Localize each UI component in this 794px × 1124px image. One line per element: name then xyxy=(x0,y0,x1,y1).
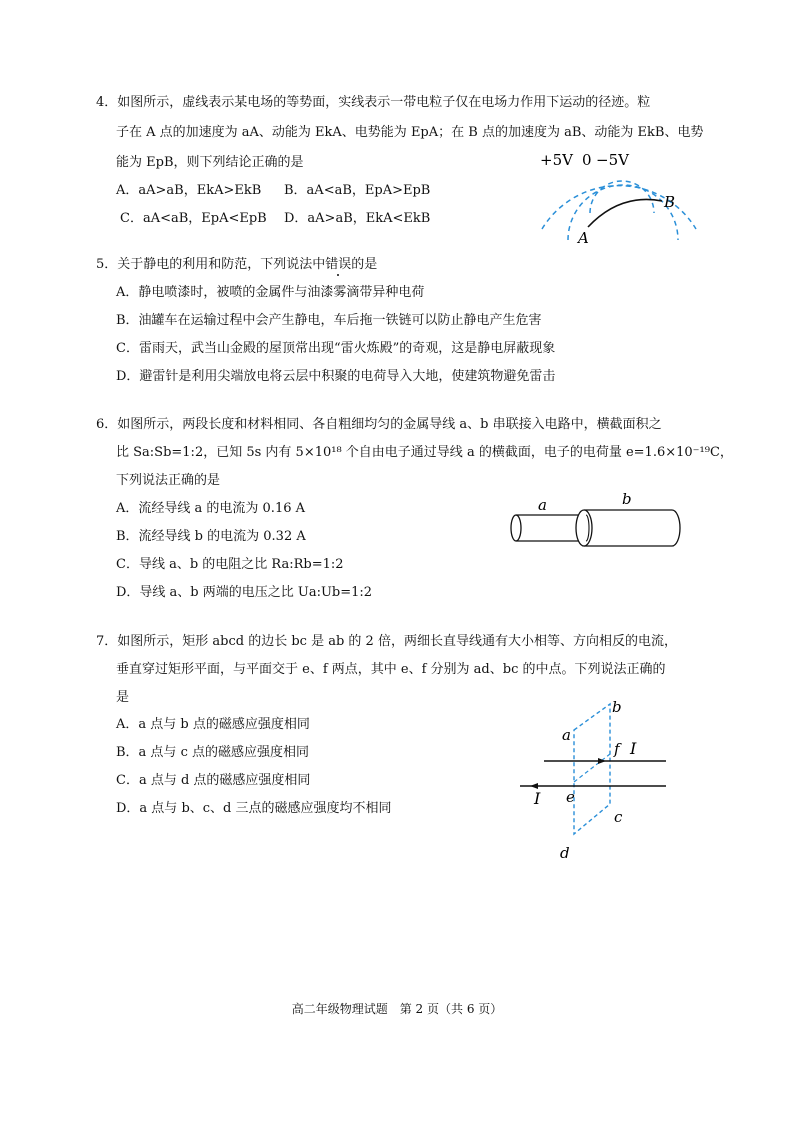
q4-option-c: C．aA<aB，EpA<EpB xyxy=(120,211,267,226)
q7-label-e: e xyxy=(566,788,575,806)
q6-stem-line-1: 6．如图所示，两段长度和材料相同、各自粗细均匀的金属导线 a、b 串联接入电路中，横截面积之 xyxy=(96,417,662,432)
q7-option-c: C．a 点与 d 点的磁感应强度相同 xyxy=(116,773,311,788)
q7-label-d: d xyxy=(560,844,570,862)
q4-equipotential-inner xyxy=(590,181,654,213)
q7-label-f: f xyxy=(614,740,620,758)
q7-label-current-f: I xyxy=(630,739,637,758)
q7-option-b: B．a 点与 c 点的磁感应强度相同 xyxy=(116,745,309,760)
q5-option-a: A．静电喷漆时，被喷的金属件与油漆雾滴带异种电荷 xyxy=(116,285,425,300)
q4-stem-line-3: 能为 EpB，则下列结论正确的是 xyxy=(116,155,304,170)
q4-label-plus5v: +5V xyxy=(540,151,573,169)
q6-option-a: A．流经导线 a 的电流为 0.16 A xyxy=(116,501,306,516)
q6-wire-a-end xyxy=(511,515,521,541)
q5-stem-emphasis: 错误 xyxy=(325,257,352,272)
q7-label-a: a xyxy=(562,726,571,744)
q6-wire-b-face xyxy=(576,510,592,546)
q4-label-a: A xyxy=(578,229,589,247)
q6-option-b: B．流经导线 b 的电流为 0.32 A xyxy=(116,529,306,544)
q7-stem-line-3: 是 xyxy=(116,690,130,705)
q4-label-minus5v: −5V xyxy=(596,151,629,169)
q4-particle-path xyxy=(588,199,662,227)
q7-rectangle-figure xyxy=(510,694,680,864)
q5-stem xyxy=(96,256,377,274)
q7-rectangle-abcd xyxy=(574,704,610,834)
q7-label-current-e: I xyxy=(534,789,541,808)
q6-label-a: a xyxy=(538,496,547,514)
q7-wire-f-arrow xyxy=(598,758,606,764)
q5-stem-post: 的是 xyxy=(351,257,378,272)
q4-option-d: D．aA>aB，EkA<EkB xyxy=(284,211,431,226)
q5-option-b: B．油罐车在运输过程中会产生静电，车后拖一铁链可以防止静电产生危害 xyxy=(116,313,542,328)
q4-stem-line-1: 4．如图所示，虚线表示某电场的等势面，实线表示一带电粒子仅在电场力作用下运动的径迹。粒 xyxy=(96,95,651,110)
q4-label-b: B xyxy=(664,193,676,211)
q4-stem-line-2: 子在 A 点的加速度为 aA、动能为 EkA、电势能为 EpA；在 B 点的加速度为 aB、动能为 EkB、电势 xyxy=(116,125,704,140)
q6-option-d: D．导线 a、b 两端的电压之比 Ua:Ub=1:2 xyxy=(116,585,373,600)
q7-stem-line-1: 7．如图所示，矩形 abcd 的边长 bc 是 ab 的 2 倍，两细长直导线通有大小相等、方向相反的电流， xyxy=(96,634,677,649)
page-footer: 高二年级物理试题 第 2 页（共 6 页） xyxy=(291,1002,503,1016)
q7-stem-line-2: 垂直穿过矩形平面，与平面交于 e、f 两点，其中 e、f 分别为 ad、bc 的中点。下列说法正确的 xyxy=(116,662,666,677)
q4-option-b: B．aA<aB，EpA>EpB xyxy=(284,183,431,198)
q5-stem-pre: 5．关于静电的利用和防范，下列说法中 xyxy=(96,257,326,272)
q7-option-a: A．a 点与 b 点的磁感应强度相同 xyxy=(116,717,310,732)
q7-midline-ef xyxy=(574,754,610,782)
q5-option-c: C．雷雨天，武当山金殿的屋顶常出现“雷火炼殿”的奇观，这是静电屏蔽现象 xyxy=(116,341,556,356)
q6-stem-line-2: 比 Sa:Sb=1:2，已知 5s 内有 5×10¹⁸ 个自由电子通过导线 a 的横截面，电子的电荷量 e=1.6×10⁻¹⁹C， xyxy=(116,445,733,460)
q7-option-d: D．a 点与 b、c、d 三点的磁感应强度均不相同 xyxy=(116,801,392,816)
q4-label-zero: 0 xyxy=(582,151,592,169)
q6-stem-line-3: 下列说法正确的是 xyxy=(116,473,221,488)
q4-option-a: A．aA>aB，EkA>EkB xyxy=(116,183,262,198)
q7-label-b: b xyxy=(612,698,622,716)
q6-label-b: b xyxy=(622,490,632,508)
q6-wire-b-body xyxy=(584,510,680,546)
q4-equipotential-figure xyxy=(530,145,710,255)
q6-option-c: C．导线 a、b 的电阻之比 Ra:Rb=1:2 xyxy=(116,557,344,572)
q6-wire-figure xyxy=(504,490,684,565)
q7-label-c: c xyxy=(614,808,623,826)
q5-option-d: D．避雷针是利用尖端放电将云层中积聚的电荷导入大地，使建筑物避免雷击 xyxy=(116,369,556,384)
